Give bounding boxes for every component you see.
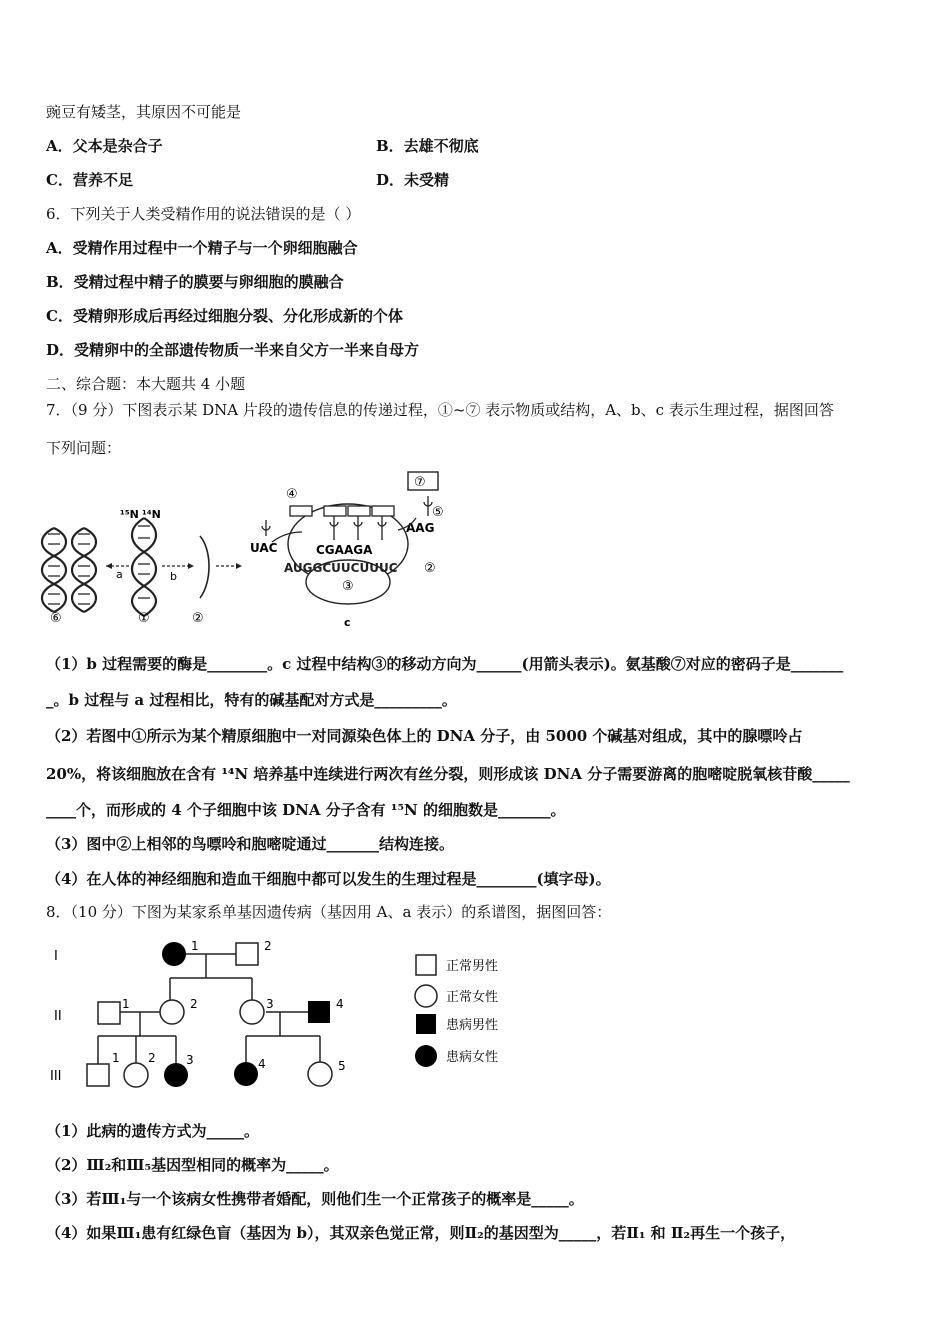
person-III2-number: 2 xyxy=(148,1051,156,1065)
q7-part2-line1: （2）若图中①所示为某个精原细胞中一对同源染色体上的 DNA 分子，由 5000 个碱基对组成，其中的腺嘌呤占 xyxy=(46,727,803,745)
legend-affected-female-icon xyxy=(415,1045,437,1067)
q8-part3: （3）若Ⅲ₁与一个该病女性携带者婚配，则他们生一个正常孩子的概率是_____。 xyxy=(46,1190,584,1208)
person-III1-number: 1 xyxy=(112,1051,120,1065)
generation-3-label: III xyxy=(50,1069,62,1084)
q7-part1-line2: _。b 过程与 a 过程相比，特有的碱基配对方式是_________。 xyxy=(46,691,457,709)
person-II4-affected-male xyxy=(308,1001,330,1023)
person-II2-number: 2 xyxy=(190,997,198,1011)
person-I1-affected-female xyxy=(162,942,186,966)
uac-trna: UAC xyxy=(250,541,278,555)
person-II2-normal-female xyxy=(160,1000,184,1024)
label-num5: ⑤ xyxy=(432,505,444,520)
q5-option-d: D．未受精 xyxy=(376,171,450,189)
q6-option-a: A．受精作用过程中一个精子与一个卵细胞融合 xyxy=(46,239,358,257)
label-num7: ⑦ xyxy=(414,475,426,490)
person-III3-affected-female xyxy=(164,1063,188,1087)
person-I2-number: 2 xyxy=(264,939,272,953)
q8-part4: （4）如果Ⅲ₁患有红绿色盲（基因为 b），其双亲色觉正常，则Ⅱ₂的基因型为_____，若Ⅱ₁ 和 Ⅱ₂再生一个孩子， xyxy=(46,1224,796,1242)
arrow-b-head xyxy=(188,563,194,569)
label-a: a xyxy=(116,568,123,581)
person-III4-number: 4 xyxy=(258,1057,266,1071)
person-III1-normal-male xyxy=(87,1064,109,1086)
person-II4-number: 4 xyxy=(336,997,344,1011)
label-num2-left: ② xyxy=(192,611,204,626)
label-14n: ¹⁴N xyxy=(142,508,161,521)
person-III3-number: 3 xyxy=(186,1053,194,1067)
person-II1-number: 1 xyxy=(122,997,130,1011)
person-III5-number: 5 xyxy=(338,1059,346,1073)
mrna-sequence: AUGGCUUCUUUC xyxy=(284,561,398,575)
legend-normal-male-label: 正常男性 xyxy=(446,959,499,974)
legend-affected-male-label: 患病男性 xyxy=(446,1018,499,1033)
section-title: 二、综合题：本大题共 4 小题 xyxy=(46,375,246,393)
q8-part1: （1）此病的遗传方式为_____。 xyxy=(46,1122,259,1140)
dna-helix-1 xyxy=(132,518,156,616)
q7-part3: （3）图中②上相邻的鸟嘌呤和胞嘧啶通过_______结构连接。 xyxy=(46,835,454,853)
dna-transfer-figure xyxy=(40,470,460,632)
person-III2-normal-female xyxy=(124,1063,148,1087)
q8-part2: （2）Ⅲ₂和Ⅲ₅基因型相同的概率为_____。 xyxy=(46,1156,339,1174)
q7-part4: （4）在人体的神经细胞和造血干细胞中都可以发生的生理过程是________(填字母)。 xyxy=(46,870,611,888)
person-II3-normal-female xyxy=(240,1000,264,1024)
q5-option-a: A．父本是杂合子 xyxy=(46,137,163,155)
legend-affected-male-icon xyxy=(416,1014,436,1034)
legend-normal-female-label: 正常女性 xyxy=(446,990,499,1005)
aag-codon: AAG xyxy=(406,521,435,535)
q5-options-row2 xyxy=(46,170,450,190)
q7-part2-line3: ____个，而形成的 4 个子细胞中该 DNA 分子含有 ¹⁵N 的细胞数是_______。 xyxy=(46,801,566,819)
person-I2-normal-male xyxy=(236,943,258,965)
q7-stem-line1: 7．（9 分）下图表示某 DNA 片段的遗传信息的传递过程，①~⑦ 表示物质或结构，A、b、c 表示生理过程，据图回答 xyxy=(46,401,834,419)
label-num2-right: ② xyxy=(424,561,436,576)
label-num1: ① xyxy=(138,611,150,626)
pedigree-chart xyxy=(40,930,540,1100)
person-III4-affected-female xyxy=(234,1062,258,1086)
q6-option-c: C．受精卵形成后再经过细胞分裂、分化形成新的个体 xyxy=(46,307,403,325)
peptide-chain xyxy=(290,506,394,516)
label-15n: ¹⁵N xyxy=(120,508,139,521)
arrow-c-head xyxy=(236,563,242,569)
q5-option-b: B．去雄不彻底 xyxy=(376,137,479,155)
legend-affected-female-label: 患病女性 xyxy=(446,1050,499,1065)
person-I1-number: 1 xyxy=(191,939,199,953)
label-c: c xyxy=(344,616,351,629)
q6-stem: 6．下列关于人类受精作用的说法错误的是（ ） xyxy=(46,205,361,223)
dna-helix-6 xyxy=(42,528,96,612)
arrow-a-head xyxy=(106,563,112,569)
label-b: b xyxy=(170,570,177,583)
person-III5-normal-female xyxy=(308,1062,332,1086)
generation-1-label: I xyxy=(54,949,58,964)
label-num4: ④ xyxy=(286,487,298,502)
q8-stem: 8．（10 分）下图为某家系单基因遗传病（基因用 A、a 表示）的系谱图，据图回答： xyxy=(46,903,612,921)
generation-2-label: II xyxy=(54,1009,62,1024)
pedigree-lines xyxy=(98,954,320,1064)
q6-option-d: D．受精卵中的全部遗传物质一半来自父方一半来自母方 xyxy=(46,341,420,359)
q5-option-c: C．营养不足 xyxy=(46,171,133,189)
label-num3: ③ xyxy=(342,579,354,594)
q7-stem-line2: 下列问题： xyxy=(46,439,122,457)
legend-normal-female-icon xyxy=(415,985,437,1007)
q5-stem: 豌豆有矮茎，其原因不可能是 xyxy=(46,103,242,121)
q5-options-row1 xyxy=(46,136,479,156)
person-II3-number: 3 xyxy=(266,997,274,1011)
legend-normal-male-icon xyxy=(416,955,436,975)
person-II1-normal-male xyxy=(98,1002,120,1024)
label-num6: ⑥ xyxy=(50,611,62,626)
q7-part1-line1: （1）b 过程需要的酶是________。c 过程中结构③的移动方向为______(用箭头表示)。氨基酸⑦对应的密码子是_______ xyxy=(46,655,844,673)
q6-option-b: B．受精过程中精子的膜要与卵细胞的膜融合 xyxy=(46,273,344,291)
anticodons: CGAAGA xyxy=(316,543,373,557)
mrna-strand xyxy=(200,536,209,598)
q7-part2-line2: 20%，将该细胞放在含有 ¹⁴N 培养基中连续进行两次有丝分裂，则形成该 DNA 分子需要游离的胞嘧啶脱氧核苷酸_____ xyxy=(46,765,850,783)
